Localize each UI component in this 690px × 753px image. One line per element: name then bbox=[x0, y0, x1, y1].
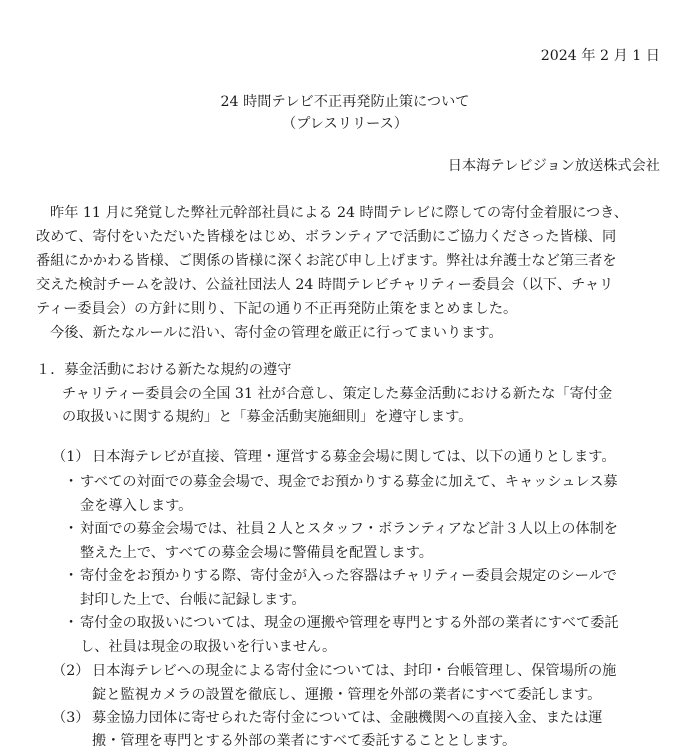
release-date: 2024 年 2 月 1 日 bbox=[540, 48, 660, 64]
bullet-mark: ・ bbox=[64, 615, 79, 631]
section-body-line: チャリティー委員会の全国 31 社が合意し、策定した募金活動における新たな「寄付金 bbox=[62, 386, 613, 402]
bullet-mark: ・ bbox=[64, 521, 79, 537]
item-line: 日本海テレビへの現金による寄付金については、封印・台帳管理し、保管場所の施 bbox=[92, 663, 617, 679]
bullet-line: 封印した上で、台帳に記録します。 bbox=[80, 592, 306, 608]
bullet-line: 金を導入します。 bbox=[80, 498, 193, 514]
intro-line: 交えた検討チームを設け、公益社団法人 24 時間テレビチャリティー委員会（以下、チャリ bbox=[36, 277, 614, 293]
bullet-line: 寄付金をお預かりする際、寄付金が入った容器はチャリティー委員会規定のシールで bbox=[80, 568, 617, 584]
item-line: 搬・管理を専門とする外部の業者にすべて委託することとします。 bbox=[92, 733, 517, 749]
intro-line: ティー委員会）の方針に則り、下記の通り不正再発防止策をまとめました。 bbox=[36, 301, 518, 317]
item-label: （3） bbox=[52, 710, 90, 726]
item-label: （1） bbox=[52, 449, 90, 465]
item-label: （2） bbox=[52, 663, 90, 679]
bullet-line: 対面での募金会場では、社員２人とスタッフ・ボランティアなど計３人以上の体制を bbox=[80, 521, 618, 537]
bullet-line: すべての対面での募金会場で、現金でお預かりする募金に加えて、キャッシュレス募 bbox=[80, 474, 618, 490]
section-body-line: の取扱いに関する規約」と「募金活動実施細則」を遵守します。 bbox=[62, 409, 473, 425]
item-line: 錠と監視カメラの設置を徹底し、運搬・管理を外部の業者にすべて委託します。 bbox=[92, 687, 602, 703]
intro-line: 今後、新たなルールに沿い、寄付金の管理を厳正に行ってまいります。 bbox=[50, 325, 503, 341]
bullet-line: 整えた上で、すべての募金会場に警備員を配置します。 bbox=[80, 545, 433, 561]
company-name: 日本海テレビジョン放送株式会社 bbox=[447, 158, 660, 174]
intro-line: 改めて、寄付をいただいた皆様をはじめ、ボランティアで活動にご協力くださった皆様、同 bbox=[36, 229, 617, 245]
intro-line: 昨年 11 月に発覚した弊社元幹部社員による 24 時間テレビに際しての寄付金着服につき、 bbox=[50, 205, 628, 221]
section-heading: １．募金活動における新たな規約の遵守 bbox=[36, 362, 292, 378]
item-line: 募金協力団体に寄せられた寄付金については、金融機関への直接入金、または運 bbox=[92, 710, 603, 726]
document-title: 24 時間テレビ不正再発防止策について bbox=[220, 94, 470, 110]
intro-line: 番組にかかわる皆様、ご関係の皆様に深くお詫び申し上げます。弊社は弁護士など第三者を bbox=[36, 253, 617, 269]
document-subtitle: （プレスリリース） bbox=[282, 116, 408, 132]
item-line: 日本海テレビが直接、管理・運営する募金会場に関しては、以下の通りとします。 bbox=[92, 449, 616, 465]
bullet-line: 寄付金の取扱いについては、現金の運搬や管理を専門とする外部の業者にすべて委託 bbox=[80, 615, 619, 631]
bullet-mark: ・ bbox=[64, 568, 79, 584]
bullet-mark: ・ bbox=[64, 474, 79, 490]
bullet-line: し、社員は現金の取扱いを行いません。 bbox=[80, 639, 337, 655]
